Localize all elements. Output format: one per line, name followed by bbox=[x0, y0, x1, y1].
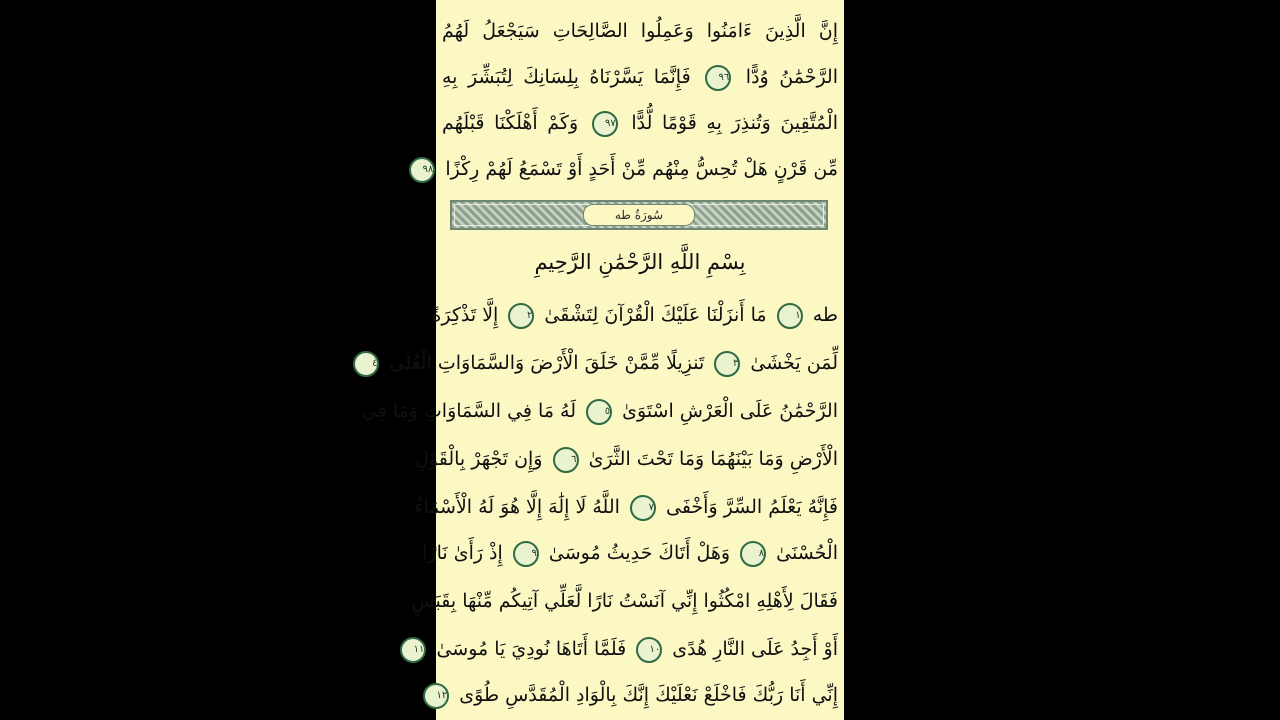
line-text: وَكَمْ أَهْلَكْنَا قَبْلَهُم bbox=[442, 112, 579, 134]
text-line bbox=[414, 484, 838, 530]
ayah-marker-icon: ٩ bbox=[513, 541, 539, 567]
line-text: لَهُ مَا فِي السَّمَاوَاتِ وَمَا فِي bbox=[361, 400, 577, 422]
text-line bbox=[442, 100, 838, 146]
line-text: لِّمَن يَخْشَىٰ bbox=[750, 352, 838, 374]
text-line bbox=[442, 8, 838, 54]
ayah-marker-icon: ٥ bbox=[586, 399, 612, 425]
line-text: الْأَرْضِ وَمَا بَيْنَهُمَا وَمَا تَحْتَ الثَّرَىٰ bbox=[588, 448, 838, 470]
line-text: إِنِّي أَنَا رَبُّكَ فَاخْلَعْ نَعْلَيْكَ إِنَّكَ بِالْوَادِ الْمُقَدَّسِ طُوًى bbox=[459, 684, 838, 706]
ayah-marker-icon: ١ bbox=[777, 303, 803, 329]
text-line bbox=[411, 578, 838, 624]
text-line bbox=[422, 530, 838, 576]
line-text: الرَّحْمَٰنُ وُدًّا bbox=[745, 66, 839, 88]
line-text: الْحُسْنَىٰ bbox=[776, 542, 838, 564]
text-line bbox=[436, 672, 838, 718]
text-line bbox=[431, 292, 838, 338]
line-text: طه bbox=[812, 304, 838, 326]
quran-page bbox=[361, 0, 844, 720]
line-text: إِذْ رَأَىٰ نَارًا bbox=[422, 542, 503, 564]
line-text: الْمُتَّقِينَ وَتُنذِرَ بِهِ قَوْمًا لُّدًّا bbox=[631, 112, 839, 134]
text-line bbox=[413, 626, 838, 672]
text-line bbox=[372, 340, 838, 386]
line-text: مَا أَنزَلْنَا عَلَيْكَ الْقُرْآنَ لِتَشْقَىٰ bbox=[544, 304, 767, 326]
ayah-marker-icon: ١٢ bbox=[423, 683, 449, 709]
line-text: إِلَّا تَذْكِرَةً bbox=[431, 304, 499, 326]
ayah-marker-icon: ٨ bbox=[740, 541, 766, 567]
line-text: فَقَالَ لِأَهْلِهِ امْكُثُوا إِنِّي آنَسْتُ نَارًا لَّعَلِّي آتِيكُم مِّنْهَا بِقَبَسٍ bbox=[411, 590, 838, 612]
ayah-marker-icon: ٧ bbox=[630, 495, 656, 521]
text-line bbox=[442, 54, 838, 100]
line-text: فَإِنَّمَا يَسَّرْنَاهُ بِلِسَانِكَ لِتُبَشِّرَ بِهِ bbox=[442, 66, 691, 88]
ayah-marker-icon: ٩٨ bbox=[409, 157, 435, 183]
text-line bbox=[361, 388, 838, 434]
line-text: تَنزِيلًا مِّمَّنْ خَلَقَ الْأَرْضَ وَالسَّمَاوَاتِ الْعُلَى bbox=[389, 352, 705, 374]
line-text: أَوْ أَجِدُ عَلَى النَّارِ هُدًى bbox=[672, 638, 838, 660]
line-text: إِنَّ الَّذِينَ ءَامَنُوا وَعَمِلُوا الصَّالِحَاتِ سَيَجْعَلُ لَهُمُ bbox=[442, 20, 838, 42]
ayah-marker-icon: ٤ bbox=[353, 351, 379, 377]
ayah-marker-icon: ٢ bbox=[508, 303, 534, 329]
surah-header-ornament bbox=[450, 200, 828, 230]
ayah-marker-icon: ٣ bbox=[714, 351, 740, 377]
text-line bbox=[415, 436, 838, 482]
line-text: اللَّهُ لَا إِلَٰهَ إِلَّا هُوَ لَهُ الْأَسْمَاءُ bbox=[414, 496, 620, 518]
ayah-marker-icon: ٩٦ bbox=[705, 65, 731, 91]
ayah-marker-icon: ١٠ bbox=[636, 637, 662, 663]
surah-title: سُورَةُ طه bbox=[583, 204, 695, 226]
ayah-marker-icon: ١١ bbox=[400, 637, 426, 663]
text-line bbox=[422, 146, 838, 192]
ayah-marker-icon: ٩٧ bbox=[592, 111, 618, 137]
line-text: وَإِن تَجْهَرْ بِالْقَوْلِ bbox=[415, 448, 543, 470]
line-text: فَلَمَّا أَتَاهَا نُودِيَ يَا مُوسَىٰ bbox=[436, 638, 627, 660]
line-text: مِّن قَرْنٍ هَلْ تُحِسُّ مِنْهُم مِّنْ أَحَدٍ أَوْ تَسْمَعُ لَهُمْ رِكْزًا bbox=[445, 158, 838, 180]
ayah-marker-icon: ٦ bbox=[553, 447, 579, 473]
basmala: بِسْمِ اللَّهِ الرَّحْمَٰنِ الرَّحِيمِ bbox=[534, 250, 746, 274]
line-text: الرَّحْمَٰنُ عَلَى الْعَرْشِ اسْتَوَىٰ bbox=[622, 400, 838, 422]
line-text: فَإِنَّهُ يَعْلَمُ السِّرَّ وَأَخْفَى bbox=[665, 496, 838, 518]
line-text: وَهَلْ أَتَاكَ حَدِيثُ مُوسَىٰ bbox=[548, 542, 731, 564]
